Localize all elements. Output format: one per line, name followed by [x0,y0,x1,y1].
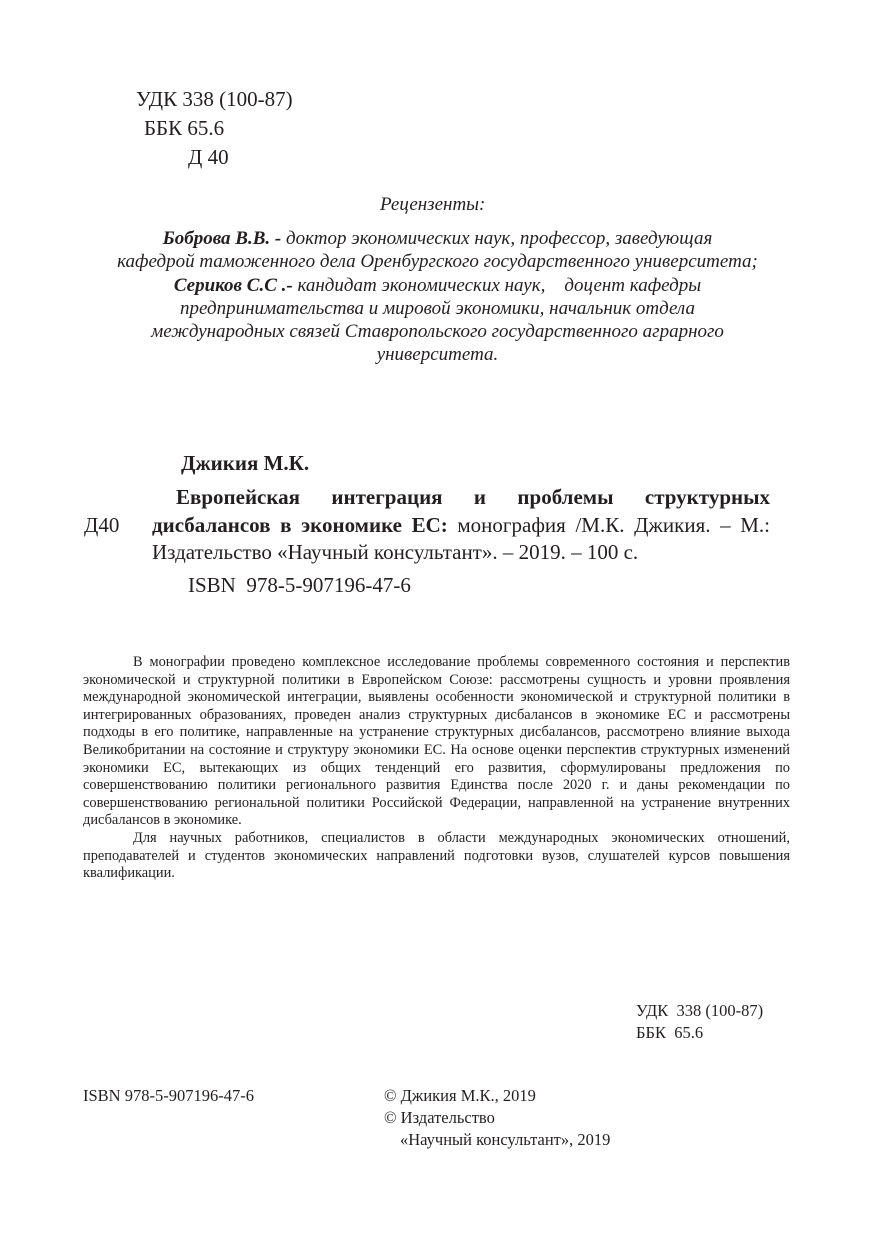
citation-text [152,484,770,567]
copyright-publisher: © Издательство [384,1108,495,1127]
citation-isbn: ISBN 978-5-907196-47-6 [188,573,411,597]
reviewers-heading: Рецензенты: [380,194,486,215]
citation-rest: монография /М.К. Джикия. – М.: Издательство «Научный консультант». – 2019. – 100 с. [152,512,770,564]
reviewers-block [70,227,805,367]
annotation [83,654,790,883]
citation-code: Д40 [84,513,120,537]
reviewer-1-desc: доктор экономических наук, профессор, заведующая [285,228,713,249]
reviewer-2-name: Сериков С.С .- [173,274,293,296]
bbk-code: ББК 65.6 [144,116,225,140]
annotation-paragraph-1: В монографии проведено комплексное исследование проблемы современного состояния и перспектив экономической и структурной политики в Европейском Союзе: рассмотрены сущность и уровни проявления международной экономической интеграции, выявлены особенности экономической и структурной политики в интегрированных образованиях, проведен анализ структурных дисбалансов в экономике ЕС и рассмотрены подходы в его политике, направленные на устранение структурных дисбалансов, рассмотрено влияние выхода Великобритании на состояние и структуру экономики ЕС. На основе оценки перспектив структурных изменений экономики ЕС, вытекающих из общих тенденций его развития, сформулированы предложения по совершенствованию политики регионального развития Единства после 2020 г. и даны рекомендации по совершенствованию региональной политики Российской Федерации, направленной на устранение внутренних дисбалансов в экономике. [83,654,790,829]
author-mark: Д 40 [188,145,229,169]
reviewer-2-line-2: предпринимательства и мировой экономики, начальник отдела [180,297,695,319]
citation-author: Джикия М.К. [181,451,310,475]
annotation-paragraph-2: Для научных работников, специалистов в области международных экономических отношений, преподавателей и студентов экономических направлений подготовки вузов, слушателей курсов повышения квалификации. [83,829,790,882]
reviewer-2-line-3: международных связей Ставропольского государственного аграрного [151,321,724,343]
footer-bbk: ББК 65.6 [636,1023,704,1042]
copyright-author: © Джикия М.К., 2019 [384,1086,536,1105]
udk-code: УДК 338 (100-87) [136,87,293,111]
copyright-publisher-name: «Научный консультант», 2019 [400,1130,611,1149]
footer-udk: УДК 338 (100-87) [636,1001,764,1020]
reviewer-2-line-1 [70,274,805,297]
footer-isbn: ISBN 978-5-907196-47-6 [83,1086,254,1105]
reviewer-1-line-2: кафедрой таможенного дела Оренбургского государственного университета; [117,251,758,273]
reviewer-1-name: Боброва В.В. - [162,228,282,249]
citation-title: Европейская интеграция и проблемы структурных дисбалансов в экономике ЕС: [152,485,770,537]
reviewer-2-desc: кандидат экономических наук, доцент кафедры [297,274,702,296]
reviewer-1-line-1 [70,227,805,250]
reviewer-2-line-4: университета. [376,344,499,366]
